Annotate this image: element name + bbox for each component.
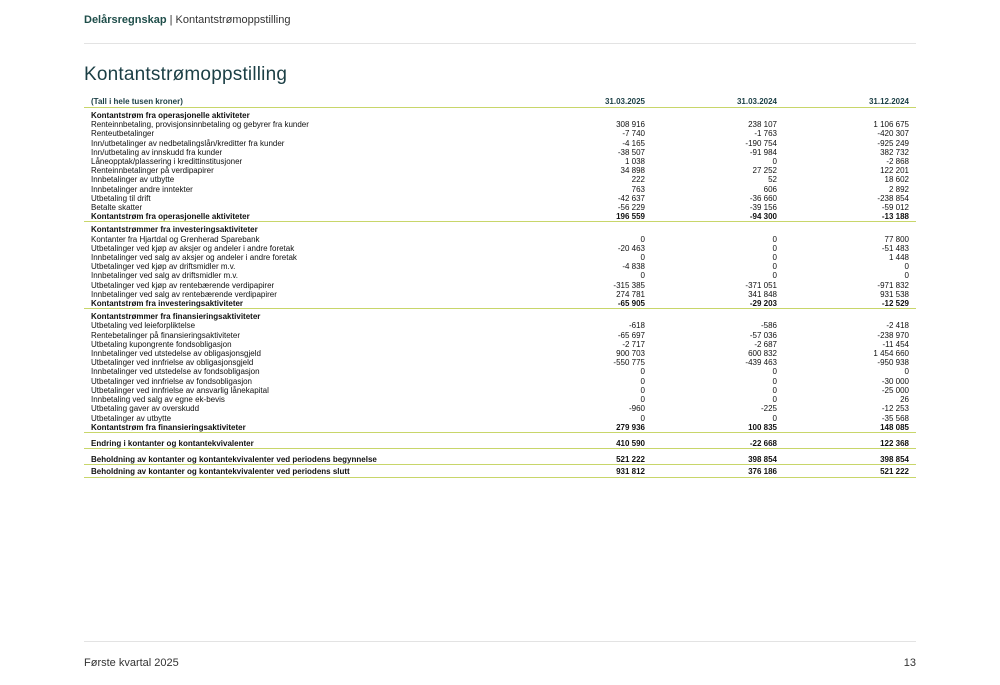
row-value: 0	[640, 413, 645, 423]
row-label: Utbetaling gaver av overskudd	[91, 404, 200, 414]
row-label: Innbetalinger ved salg av aksjer og andeler i andre foretak	[91, 253, 297, 263]
row-value: 279 936	[520, 423, 652, 433]
row-value	[652, 309, 784, 322]
row-value: 0	[772, 395, 777, 405]
row-value: 122 368	[784, 437, 916, 449]
total-row	[84, 465, 916, 477]
table-row	[84, 166, 916, 175]
row-label: Utbetalinger ved kjøp av rentebærende verdipapirer	[91, 280, 275, 290]
page-title: Kontantstrømoppstilling	[84, 64, 288, 85]
page-header	[84, 14, 290, 26]
total-row	[84, 212, 916, 222]
row-label: Kontantstrøm fra investeringsaktiviteter	[84, 299, 520, 309]
total-row	[84, 299, 916, 309]
row-value: -12 253	[881, 404, 909, 414]
row-value: 0	[640, 234, 645, 244]
page-number: 13	[903, 657, 916, 669]
row-value: -371 051	[745, 280, 777, 290]
row-value: -65 905	[520, 299, 652, 309]
row-value: -65 697	[617, 330, 645, 340]
row-value: 222	[631, 175, 645, 185]
total-row	[84, 423, 916, 433]
row-value: -2 868	[886, 157, 909, 167]
row-value: 931 538	[880, 289, 909, 299]
row-label: Renteinnbetaling, provisjonsinnbetaling og gebyrer fra kunder	[91, 120, 309, 130]
row-value: -586	[760, 321, 777, 331]
table-row	[84, 253, 916, 262]
row-value: -91 984	[749, 147, 777, 157]
row-value: -4 165	[622, 138, 645, 148]
section-header-row	[84, 309, 916, 322]
row-label: Innbetalinger ved salg av rentebærende verdipapirer	[91, 289, 277, 299]
row-label: Utbetalinger av utbytte	[91, 413, 172, 423]
row-value: 0	[640, 395, 645, 405]
row-label: Inn/utbetalinger av nedbetalingslån/kreditter fra kunder	[91, 138, 285, 148]
row-value: -238 854	[877, 193, 909, 203]
row-label: Innbetalinger ved salg av driftsmidler m.v.	[91, 271, 239, 281]
row-value: 1 448	[888, 253, 909, 263]
row-value: -2 717	[622, 339, 645, 349]
row-label: Kontantstrøm fra operasjonelle aktiviteter	[91, 111, 250, 120]
table-row	[84, 404, 916, 413]
row-value: -925 249	[877, 138, 909, 148]
header-divider	[84, 43, 916, 44]
row-value: 77 800	[884, 234, 909, 244]
column-header: 31.03.2024	[652, 96, 784, 108]
row-label: Kontantstrøm fra operasjonelle aktiviteter	[84, 212, 520, 222]
row-value: 0	[772, 243, 777, 253]
table-row	[84, 331, 916, 340]
row-label: Utbetaling ved leieforpliktelse	[91, 321, 196, 331]
table-row	[84, 290, 916, 299]
cashflow-table	[84, 96, 916, 478]
column-header: 31.12.2024	[784, 96, 916, 108]
row-value: -30 000	[881, 376, 909, 386]
row-label: Innbetaling ved salg av egne ek-bevis	[91, 395, 225, 405]
row-value: 0	[772, 262, 777, 272]
table-row	[84, 395, 916, 404]
row-value: 0	[772, 271, 777, 281]
row-value: -439 463	[745, 358, 777, 368]
table-row	[84, 281, 916, 290]
row-label: Kontantstrømmer fra investeringsaktiviteter	[91, 225, 258, 235]
row-value: -1 763	[754, 129, 777, 139]
row-label: Inn/utbetaling av innskudd fra kunder	[91, 147, 223, 157]
row-label: Innbetalinger andre inntekter	[91, 184, 193, 194]
row-value: -35 568	[881, 413, 909, 423]
row-value: 148 085	[784, 423, 916, 433]
row-value: -22 668	[652, 437, 784, 449]
row-value: -7 740	[622, 129, 645, 139]
row-value: -36 660	[749, 193, 777, 203]
row-value: 0	[772, 367, 777, 377]
row-label: Beholdning av kontanter og kontantekvivalenter ved periodens begynnelse	[84, 453, 520, 465]
row-value: 0	[904, 262, 909, 272]
row-value: -420 307	[877, 129, 909, 139]
section-header-row	[84, 222, 916, 235]
row-value: 0	[640, 367, 645, 377]
table-row	[84, 148, 916, 157]
table-row	[84, 386, 916, 395]
row-label: Låneopptak/plassering i kredittinstitusjoner	[91, 157, 243, 167]
row-label: Utbetalinger ved kjøp av aksjer og andeler i andre foretak	[91, 243, 295, 253]
row-value: 521 222	[784, 465, 916, 477]
row-value: -42 637	[617, 193, 645, 203]
table-header-row	[84, 96, 916, 108]
row-value: 606	[763, 184, 777, 194]
row-value: 0	[640, 385, 645, 395]
row-value: -51 483	[881, 243, 909, 253]
row-value: -12 529	[784, 299, 916, 309]
row-value: -20 463	[617, 243, 645, 253]
table-row	[84, 120, 916, 129]
row-label: Betalte skatter	[91, 203, 143, 213]
row-value: 0	[904, 367, 909, 377]
table-body	[84, 108, 916, 478]
row-value: 398 854	[784, 453, 916, 465]
footer-divider	[84, 641, 916, 642]
row-label: Endring i kontanter og kontantekvivalenter	[84, 437, 520, 449]
row-value: 1 454 660	[873, 349, 909, 359]
row-value: 0	[772, 376, 777, 386]
row-value: 274 781	[616, 289, 645, 299]
table-row	[84, 414, 916, 423]
row-value: 0	[772, 385, 777, 395]
row-label: Utbetalinger ved innfrielse av ansvarlig lånekapital	[91, 385, 269, 395]
row-value: 763	[631, 184, 645, 194]
table-row	[84, 262, 916, 271]
table-row	[84, 358, 916, 367]
footer-period: Første kvartal 2025	[84, 657, 179, 669]
row-value: -25 000	[881, 385, 909, 395]
row-value: 1 106 675	[873, 120, 909, 130]
row-label: Kontantstrøm fra finansieringsaktiviteter	[84, 423, 520, 433]
column-header: 31.03.2025	[520, 96, 652, 108]
row-label: Utbetalinger ved kjøp av driftsmidler m.v.	[91, 262, 236, 272]
row-value: -960	[628, 404, 645, 414]
row-value: 27 252	[752, 166, 777, 176]
row-value: 1 038	[624, 157, 645, 167]
row-value: -4 838	[622, 262, 645, 272]
row-label: Kontantstrømmer fra finansieringsaktiviteter	[91, 312, 261, 322]
row-value: 900 703	[616, 349, 645, 359]
row-value: -315 385	[613, 280, 645, 290]
row-value	[784, 309, 916, 322]
row-value: -238 970	[877, 330, 909, 340]
row-value: 196 559	[520, 212, 652, 222]
row-value: -225	[760, 404, 777, 414]
table-row	[84, 244, 916, 253]
row-value	[520, 222, 652, 235]
row-value: 0	[772, 253, 777, 263]
row-value	[652, 222, 784, 235]
row-value: 100 835	[652, 423, 784, 433]
row-label: Utbetaling til drift	[91, 193, 151, 203]
row-label: Utbetalinger ved innfrielse av fondsobligasjon	[91, 376, 252, 386]
row-label: Innbetalinger av utbytte	[91, 175, 175, 185]
row-value: 18 602	[884, 175, 909, 185]
row-value: -39 156	[749, 203, 777, 213]
row-value: 398 854	[652, 453, 784, 465]
header-section-name: Delårsregnskap	[84, 14, 167, 26]
row-value: -2 687	[754, 339, 777, 349]
table-row	[84, 175, 916, 184]
row-label: Utbetalinger ved innfrielse av obligasjonsgjeld	[91, 358, 254, 368]
row-label: Beholdning av kontanter og kontantekvivalenter ved periodens slutt	[84, 465, 520, 477]
table-row	[84, 157, 916, 166]
row-label: Renteutbetalinger	[91, 129, 155, 139]
row-label: Innbetalinger ved utstedelse av obligasjonsgjeld	[91, 349, 261, 359]
row-value: 0	[640, 271, 645, 281]
row-value	[652, 108, 784, 121]
table-row	[84, 377, 916, 386]
row-value: -11 454	[882, 339, 909, 349]
row-value: 0	[772, 234, 777, 244]
row-value	[784, 108, 916, 121]
row-label: Kontanter fra Hjartdal og Grenherad Sparebank	[91, 234, 260, 244]
row-value: 0	[904, 271, 909, 281]
row-value: 238 107	[748, 120, 777, 130]
row-value: -94 300	[652, 212, 784, 222]
unit-label: (Tall i hele tusen kroner)	[84, 96, 520, 108]
table-row	[84, 139, 916, 148]
table-row	[84, 194, 916, 203]
table-row	[84, 185, 916, 194]
row-value: 376 186	[652, 465, 784, 477]
row-value: 26	[900, 395, 909, 405]
row-value: 521 222	[520, 453, 652, 465]
total-row	[84, 437, 916, 449]
row-label: Rentebetalinger på finansieringsaktiviteter	[91, 330, 240, 340]
row-value: 600 832	[748, 349, 777, 359]
table-row	[84, 235, 916, 244]
row-value: -971 832	[877, 280, 909, 290]
row-value: 52	[768, 175, 777, 185]
table-row	[84, 129, 916, 138]
header-separator: |	[166, 14, 176, 26]
row-value: -57 036	[749, 330, 777, 340]
table-row	[84, 271, 916, 280]
row-value: 34 898	[620, 166, 645, 176]
section-header-row	[84, 108, 916, 121]
row-value: -2 418	[886, 321, 909, 331]
row-value: 0	[772, 413, 777, 423]
table-row	[84, 367, 916, 376]
row-value: -950 938	[877, 358, 909, 368]
table-row	[84, 340, 916, 349]
row-value: 122 201	[880, 166, 909, 176]
row-value: -618	[628, 321, 645, 331]
row-value: -38 507	[617, 147, 645, 157]
row-value: -13 188	[784, 212, 916, 222]
table-row	[84, 203, 916, 212]
row-value: 0	[640, 253, 645, 263]
row-value: 931 812	[520, 465, 652, 477]
row-value	[784, 222, 916, 235]
row-value	[520, 108, 652, 121]
row-value: 0	[640, 376, 645, 386]
row-value: 0	[772, 157, 777, 167]
table-row	[84, 349, 916, 358]
row-value: -190 754	[745, 138, 777, 148]
row-value: -29 203	[652, 299, 784, 309]
row-value: -550 775	[613, 358, 645, 368]
row-value: -59 012	[881, 203, 909, 213]
row-value: -56 229	[617, 203, 645, 213]
row-value: 2 892	[888, 184, 909, 194]
row-value	[520, 309, 652, 322]
header-subsection: Kontantstrømoppstilling	[175, 14, 291, 26]
table-row	[84, 321, 916, 330]
row-value: 341 848	[748, 289, 777, 299]
row-value: 410 590	[520, 437, 652, 449]
row-value: 382 732	[880, 147, 909, 157]
row-label: Utbetaling kupongrente fondsobligasjon	[91, 339, 232, 349]
row-value: 308 916	[616, 120, 645, 130]
row-label: Renteinnbetalinger på verdipapirer	[91, 166, 214, 176]
row-label: Innbetalinger ved utstedelse av fondsobligasjon	[91, 367, 260, 377]
total-row	[84, 453, 916, 465]
